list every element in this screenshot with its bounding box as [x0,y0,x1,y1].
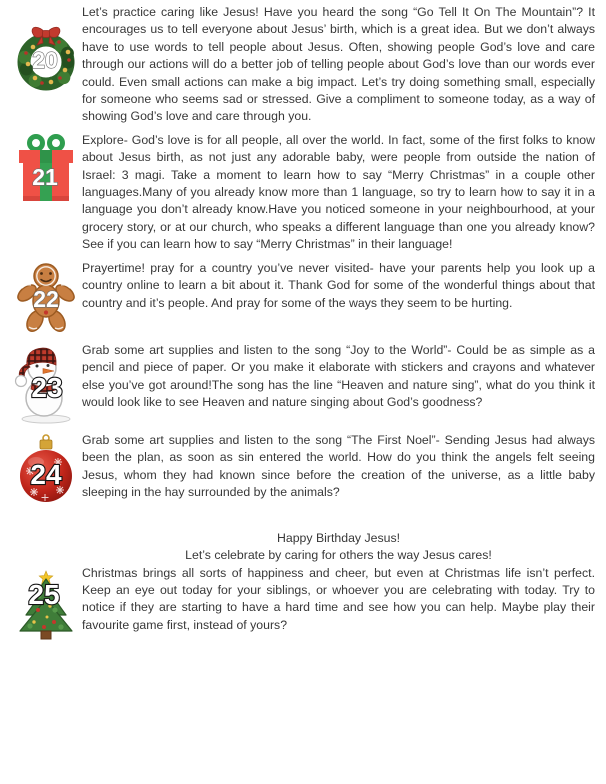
day-25-heading-2: Let’s celebrate by caring for others the way Jesus cares! [185,548,492,563]
advent-day-23-section [10,342,595,424]
day-21-icon-wrap [10,132,82,206]
advent-day-20-section [10,4,595,126]
day-number: 25 [28,578,60,610]
advent-day-25-section [10,530,595,642]
day-23-icon-wrap [10,342,82,424]
day-paragraph: Grab some art supplies and listen to the song “Joy to the World”- Could be as simple as a pencil and piece of paper. Or you make it elaborate with stickers and crayons and whatever else you’ve got around!The song has the line “Heaven and nature sing”, what do you think it would look like to see Heaven and nature singing about God’s goodness? [82,342,595,409]
ornament-icon [18,434,74,510]
day-number: 20 [32,47,58,73]
day-number: 23 [31,371,63,403]
day-22-icon-wrap [10,260,82,336]
day-number: 21 [32,163,58,190]
day-20-text [82,4,595,126]
day-25-text [82,530,595,634]
christmas-tree-icon [14,570,78,642]
day-paragraph: Prayertime! pray for a country you’ve never visited- have your parents help you look up a country online to learn a bit about it. Thank God for some of the wonderful things about that country and it’s people. And pray for some of the ways they seem to be hurting. [82,260,595,310]
day-paragraph: Christmas brings all sorts of happiness and cheer, but even at Christmas life isn’t perfect. Keep an eye out today for your siblings, or whoever you are celebrating with today. Try to notice if they are starting to have a hard time and see how you can help. Maybe play their favourite game first, instead of yours? [82,565,595,632]
day-number: 24 [30,458,62,490]
gingerbread-man-icon [14,260,78,336]
advent-day-21-section [10,132,595,254]
day-paragraph: Let’s practice caring like Jesus! Have you heard the song “Go Tell It On The Mountain”? It encourages us to tell everyone about Jesus’ birth, which is a great idea. But we don’t always have to use words to tell people about Jesus. Often, showing people God’s love and care through our actions will do a better job of telling people about God’s love than our words ever could. Even small actions can make a big impact. Let’s try doing something small, especially for someone who seems sad or stressed. Give a compliment to someone today, as a way of showing God’s love and care through you. [82,5,595,124]
day-20-icon-wrap [10,4,82,92]
gift-icon [17,134,75,206]
advent-day-22-section [10,260,595,336]
day-22-text [82,260,595,312]
day-25-heading-1: Happy Birthday Jesus! [276,530,401,545]
day-21-text [82,132,595,254]
day-paragraph: Explore- God’s love is for all people, all over the world. In fact, some of the first folks to know about Jesus birth, as not just any adorable baby, were people from outside the nation of Israel: 3 magi. Take a moment to learn how to say “Merry Christmas” in a couple other languages.Many of you already know more than 1 language, so try to learn how to say it in a language you don’t already know.Have you noticed someone in your neighbourhood, at your grocery story, or at our church, who speaks a different language than one you already know? See if you can learn how to say “Merry Christmas” in their language! [82,132,595,252]
day-23-text [82,342,595,412]
wreath-icon [13,22,79,92]
day-25-icon-wrap [10,530,82,642]
day-24-text [82,432,595,502]
day-number: 22 [33,285,59,312]
advent-day-24-section [10,432,595,510]
snowman-icon [10,342,82,424]
day-24-icon-wrap [10,432,82,510]
day-paragraph: Grab some art supplies and listen to the song “The First Noel”- Sending Jesus had always been the plan, as soon as sin entered the world. How do you think the angels felt seeing Jesus, whom they had known since before the creation of the universe, as a little baby sleeping in the hay surrounded by the animals? [82,432,595,499]
